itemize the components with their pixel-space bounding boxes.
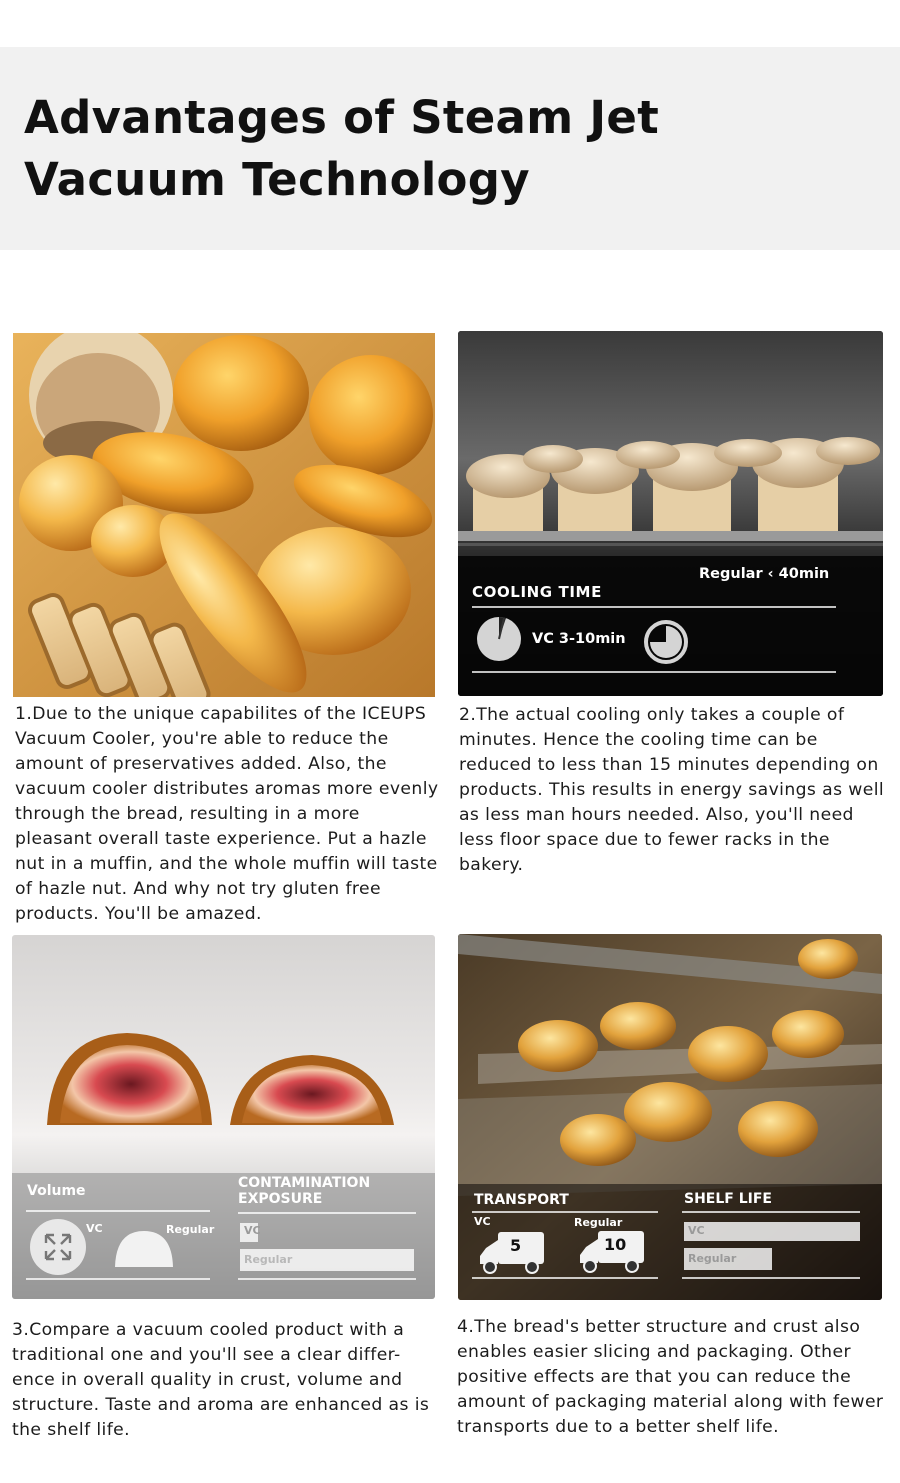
caption-preservatives: 1.Due to the unique capabilites of the ICEUPS Vacuum Cooler, you're able to reduce the amount of preservatives added. Also, the vacuum cooler distributes aromas more evenly through the bread, resulting in a more pleasant overall taste experience. Put a hazle nut in a muffin, and the whole muffin will taste of hazle nut. And why not try gluten free products. You'll be amazed.	[15, 704, 439, 924]
caption-cooling-time: 2.The actual cooling only takes a couple of minutes. Hence the cooling time can be reduced to less than 15 minutes depending on products. This results in energy savings as well as less man hours needed. Also, you'll need less floor space due to fewer racks in the bakery.	[459, 705, 885, 875]
regular-cooling-time: Regular ‹ 40min	[699, 566, 830, 582]
caption-packaging: 4.The bread's better structure and crust also enables easier slicing and packaging. Other positive effects are that you can reduce the amount of packaging material along with fewer transports due to a better shelf life.	[457, 1317, 884, 1437]
volume-label: Volume	[27, 1183, 86, 1199]
volume-vc-label: VC	[86, 1222, 103, 1235]
clock-icon	[477, 617, 521, 661]
cooling-time-label: COOLING TIME	[472, 583, 602, 601]
contamination-regular-bar-label: Regular	[244, 1253, 293, 1266]
page-title: Advantages of Steam Jet Vacuum Technology	[24, 91, 660, 206]
transport-vc-count: 5	[510, 1236, 522, 1255]
timer-icon	[646, 622, 686, 662]
transport-regular-label: Regular	[574, 1216, 623, 1229]
title-banner	[0, 47, 900, 250]
contamination-label-line2: EXPOSURE	[238, 1191, 323, 1207]
shelf-life-vc-bar-label: VC	[688, 1224, 705, 1237]
shelf-life-label: SHELF LIFE	[684, 1191, 772, 1207]
caption-quality: 3.Compare a vacuum cooled product with a traditional one and you'll see a clear differ- ence in overall quality in crust, volume and structure. Taste and aroma are enhanced as is the shelf life.	[12, 1320, 430, 1440]
transport-label: TRANSPORT	[474, 1192, 569, 1208]
vc-cooling-time: VC 3-10min	[532, 631, 626, 647]
volume-contamination-panel	[12, 935, 435, 1299]
bread-assortment-photo	[13, 333, 435, 697]
transport-regular-count: 10	[604, 1235, 627, 1254]
shelf-life-regular-bar-label: Regular	[688, 1252, 737, 1265]
volume-regular-label: Regular	[166, 1223, 215, 1236]
transport-vc-label: VC	[474, 1215, 491, 1228]
contamination-label-line1: CONTAMINATION	[238, 1175, 371, 1191]
expand-arrows-icon	[30, 1219, 86, 1275]
transport-shelf-life-panel	[458, 934, 882, 1300]
cooling-time-panel	[458, 331, 883, 696]
contamination-vc-bar-label: VC	[244, 1224, 261, 1237]
